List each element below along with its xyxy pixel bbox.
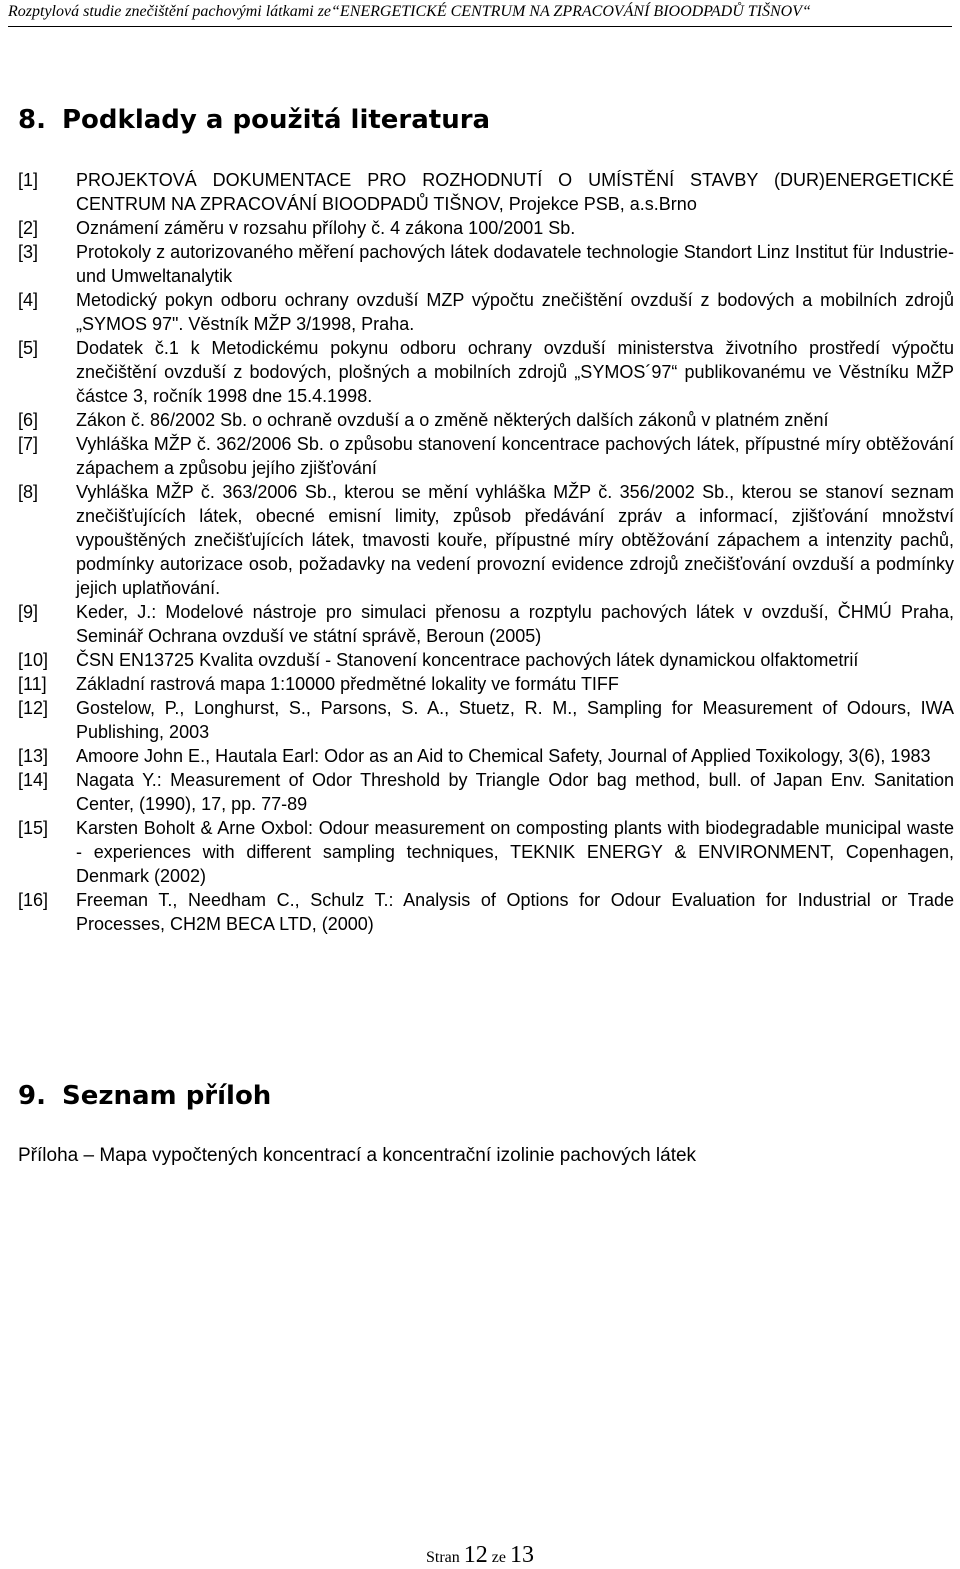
reference-item	[18, 216, 954, 240]
reference-text: Amoore John E., Hautala Earl: Odor as an Aid to Chemical Safety, Journal of Applied Toxikology, 3(6), 1983	[76, 746, 931, 766]
reference-number: [11]	[18, 674, 47, 694]
header-divider	[8, 26, 952, 27]
reference-text: Vyhláška MŽP č. 362/2006 Sb. o způsobu stanovení koncentrace pachových látek, přípustné míry obtěžování zápachem a způsobu jejího zjišťování	[76, 434, 954, 478]
reference-number: [4]	[18, 290, 39, 310]
reference-item	[18, 648, 954, 672]
reference-number: [8]	[18, 482, 39, 502]
reference-item	[18, 408, 954, 432]
annexes-heading-number: 9.	[18, 1081, 46, 1111]
reference-item	[18, 672, 954, 696]
reference-item	[18, 432, 954, 480]
reference-number: [14]	[18, 770, 49, 790]
reference-text: PROJEKTOVÁ DOKUMENTACE PRO ROZHODNUTÍ O UMÍSTĚNÍ STAVBY (DUR)ENERGETICKÉ CENTRUM NA ZPRACOVÁNÍ BIOODPADŮ TIŠNOV, Projekce PSB, a.s.Brno	[76, 170, 954, 214]
reference-number: [1]	[18, 170, 39, 190]
of-word: ze	[491, 1549, 506, 1566]
running-header: Rozptylová studie znečištění pachovými látkami ze“ENERGETICKÉ CENTRUM NA ZPRACOVÁNÍ BIOODPADŮ TIŠNOV“	[8, 3, 811, 20]
reference-number: [13]	[18, 746, 49, 766]
reference-item	[18, 288, 954, 336]
reference-text: Freeman T., Needham C., Schulz T.: Analysis of Options for Odour Evaluation for Industrial or Trade Processes, CH2M BECA LTD, (2000)	[76, 890, 954, 934]
reference-text: Protokoly z autorizovaného měření pachových látek dodavatele technologie Standort Linz Institut für Industrie- und Umweltanalytik	[76, 242, 954, 286]
reference-item	[18, 480, 954, 600]
annex-list	[18, 1143, 954, 1169]
references-heading	[18, 104, 490, 136]
reference-item	[18, 768, 954, 816]
annexes-heading-title: Seznam příloh	[62, 1081, 272, 1111]
reference-number: [10]	[18, 650, 49, 670]
reference-list	[18, 168, 954, 936]
reference-text: Metodický pokyn odboru ochrany ovzduší MZP výpočtu znečištění ovzduší z bodových a mobilních zdrojů „SYMOS 97". Věstník MŽP 3/1998, Praha.	[76, 290, 954, 334]
reference-number: [7]	[18, 434, 39, 454]
reference-item	[18, 240, 954, 288]
reference-item	[18, 816, 954, 888]
reference-text: Karsten Boholt & Arne Oxbol: Odour measurement on composting plants with biodegradable municipal waste - experiences with different sampling techniques, TEKNIK ENERGY & ENVIRONMENT, Copenhagen, Denmark (2002)	[76, 818, 954, 886]
reference-item	[18, 336, 954, 408]
reference-text: Nagata Y.: Measurement of Odor Threshold by Triangle Odor bag method, bull. of Japan Env. Sanitation Center, (1990), 17, pp. 77-89	[76, 770, 954, 814]
reference-text: Zákon č. 86/2002 Sb. o ochraně ovzduší a o změně některých dalších zákonů v platném znění	[76, 410, 829, 430]
reference-number: [12]	[18, 698, 49, 718]
reference-number: [6]	[18, 410, 39, 430]
reference-number: [3]	[18, 242, 39, 262]
reference-item	[18, 168, 954, 216]
reference-item	[18, 744, 954, 768]
reference-text: Gostelow, P., Longhurst, S., Parsons, S. A., Stuetz, R. M., Sampling for Measurement of Odours, IWA Publishing, 2003	[76, 698, 954, 742]
page-current: 12	[463, 1542, 488, 1568]
reference-number: [5]	[18, 338, 39, 358]
reference-text: Dodatek č.1 k Metodickému pokynu odboru ochrany ovzduší ministerstva životního prostředí výpočtu znečištění ovzduší z bodových, plošných a mobilních zdrojů „SYMOS´97“ publikovanému ve Věstníku MŽP částce 3, ročník 1998 dne 15.4.1998.	[76, 338, 954, 406]
annexes-heading	[18, 1080, 271, 1112]
reference-item	[18, 600, 954, 648]
reference-text: Vyhláška MŽP č. 363/2006 Sb., kterou se mění vyhláška MŽP č. 356/2002 Sb., kterou se stanoví seznam znečišťujících látek, obecné emisní limity, způsob předávání zpráv a informací, zjišťování množství vypouštěných znečišťujících látek, tmavosti kouře, přípustné míry obtěžování zápachem a intenzity pachů, podmínky autorizace osob, požadavky na vedení provozní evidence zdrojů znečišťování ovzduší a podmínky jejich uplatňování.	[76, 482, 954, 598]
references-heading-title: Podklady a použitá literatura	[62, 105, 491, 135]
references-heading-number: 8.	[18, 105, 46, 135]
reference-number: [2]	[18, 218, 39, 238]
reference-item	[18, 888, 954, 936]
page-total: 13	[509, 1542, 534, 1568]
reference-number: [15]	[18, 818, 49, 838]
reference-text: Keder, J.: Modelové nástroje pro simulaci přenosu a rozptylu pachových látek v ovzduší, ČHMÚ Praha, Seminář Ochrana ovzduší ve státní správě, Beroun (2005)	[76, 602, 954, 646]
reference-text: ČSN EN13725 Kvalita ovzduší - Stanovení koncentrace pachových látek dynamickou olfaktometrií	[76, 650, 859, 670]
reference-text: Oznámení záměru v rozsahu přílohy č. 4 zákona 100/2001 Sb.	[76, 218, 576, 238]
reference-text: Základní rastrová mapa 1:10000 předmětné lokality ve formátu TIFF	[76, 674, 619, 694]
reference-number: [9]	[18, 602, 39, 622]
annex-item: Příloha – Mapa vypočtených koncentrací a koncentrační izolinie pachových látek	[18, 1145, 697, 1166]
reference-item	[18, 696, 954, 744]
reference-number: [16]	[18, 890, 49, 910]
page-word: Stran	[426, 1549, 460, 1566]
page-footer	[0, 1542, 960, 1569]
